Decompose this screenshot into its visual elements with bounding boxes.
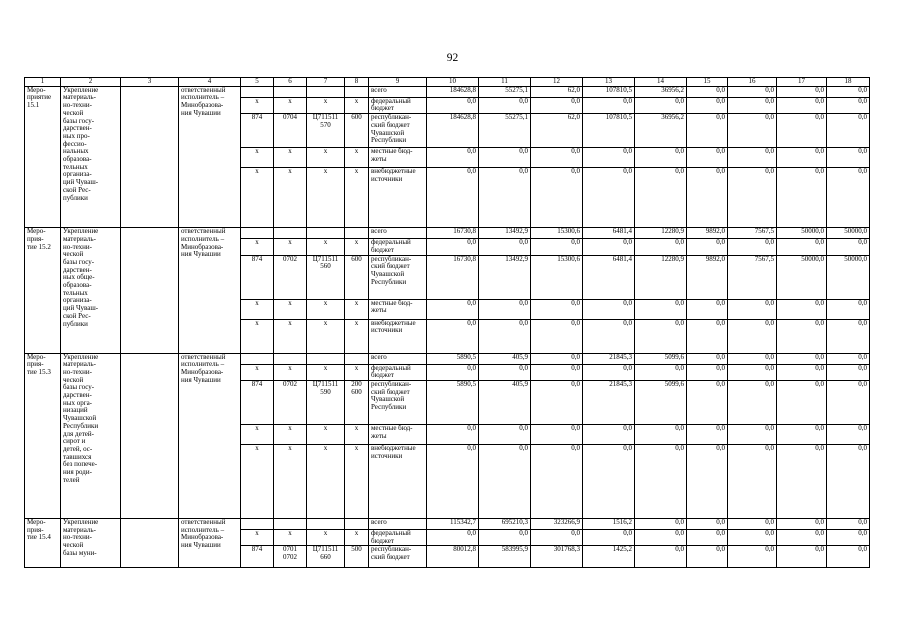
value-cell: 0,0 xyxy=(531,444,583,518)
column-header: 9 xyxy=(369,78,427,87)
target-article: x xyxy=(307,299,345,319)
value-cell: 0,0 xyxy=(531,97,583,113)
section-code: 0702 xyxy=(274,255,307,299)
value-cell: 13492,9 xyxy=(479,255,531,299)
value-cell: 80012,8 xyxy=(427,546,479,568)
value-cell: 0,0 xyxy=(827,518,870,529)
expense-type: 200 600 xyxy=(345,380,369,424)
value-cell: 0,0 xyxy=(827,353,870,364)
funding-source: республикан- ский бюджет Чувашской Республики xyxy=(369,255,427,299)
value-cell: 0,0 xyxy=(728,380,777,424)
value-cell: 0,0 xyxy=(728,529,777,545)
value-cell: 0,0 xyxy=(687,529,728,545)
grbs-code xyxy=(241,353,274,364)
value-cell: 0,0 xyxy=(635,299,687,319)
section-code: x xyxy=(274,148,307,168)
target-article xyxy=(307,86,345,97)
value-cell: 0,0 xyxy=(531,424,583,444)
value-cell: 0,0 xyxy=(777,299,827,319)
value-cell: 0,0 xyxy=(687,239,728,255)
column-header: 3 xyxy=(121,78,179,87)
value-cell: 0,0 xyxy=(427,364,479,380)
value-cell: 55275,1 xyxy=(479,114,531,148)
value-cell: 0,0 xyxy=(687,380,728,424)
value-cell: 12280,9 xyxy=(635,228,687,239)
value-cell: 0,0 xyxy=(583,168,635,228)
value-cell: 0,0 xyxy=(479,239,531,255)
value-cell: 0,0 xyxy=(479,364,531,380)
funding-source: местные бюд- жеты xyxy=(369,299,427,319)
target-article: x xyxy=(307,444,345,518)
value-cell: 115342,7 xyxy=(427,518,479,529)
value-cell: 0,0 xyxy=(583,239,635,255)
section-code: 0704 xyxy=(274,114,307,148)
value-cell: 0,0 xyxy=(728,353,777,364)
grbs-code: x xyxy=(241,168,274,228)
value-cell: 0,0 xyxy=(479,444,531,518)
value-cell: 0,0 xyxy=(583,97,635,113)
value-cell: 0,0 xyxy=(777,97,827,113)
value-cell: 0,0 xyxy=(635,319,687,353)
target-article xyxy=(307,228,345,239)
value-cell: 107810,5 xyxy=(583,86,635,97)
value-cell: 0,0 xyxy=(635,97,687,113)
value-cell: 0,0 xyxy=(827,444,870,518)
funding-source: всего xyxy=(369,228,427,239)
value-cell: 0,0 xyxy=(728,168,777,228)
value-cell: 0,0 xyxy=(531,319,583,353)
funding-source: республикан- ский бюджет Чувашской Республики xyxy=(369,114,427,148)
value-cell: 0,0 xyxy=(479,424,531,444)
value-cell: 0,0 xyxy=(827,86,870,97)
measure-col3 xyxy=(121,86,179,227)
grbs-code xyxy=(241,228,274,239)
value-cell: 184628,8 xyxy=(427,114,479,148)
value-cell: 0,0 xyxy=(687,518,728,529)
target-article: x xyxy=(307,424,345,444)
grbs-code: 874 xyxy=(241,546,274,568)
column-header: 8 xyxy=(345,78,369,87)
target-article xyxy=(307,353,345,364)
measure-executor: ответственный исполнитель – Минобразова- ния Чувашии xyxy=(179,86,241,227)
value-cell: 0,0 xyxy=(777,86,827,97)
page-number: 92 xyxy=(446,52,459,64)
grbs-code: x xyxy=(241,424,274,444)
value-cell: 0,0 xyxy=(687,353,728,364)
value-cell: 6481,4 xyxy=(583,255,635,299)
value-cell: 0,0 xyxy=(827,97,870,113)
value-cell: 7567,5 xyxy=(728,255,777,299)
value-cell: 0,0 xyxy=(827,168,870,228)
value-cell: 0,0 xyxy=(583,529,635,545)
funding-source: республикан- ский бюджет xyxy=(369,546,427,568)
value-cell: 0,0 xyxy=(728,148,777,168)
measure-code: Меро- приятие 15.1 xyxy=(25,86,61,227)
value-cell: 0,0 xyxy=(687,424,728,444)
value-cell: 0,0 xyxy=(777,380,827,424)
table-row xyxy=(25,86,870,97)
value-cell: 0,0 xyxy=(427,168,479,228)
column-header: 10 xyxy=(427,78,479,87)
value-cell: 0,0 xyxy=(827,364,870,380)
value-cell: 0,0 xyxy=(728,97,777,113)
value-cell: 0,0 xyxy=(635,148,687,168)
target-article: x xyxy=(307,239,345,255)
value-cell: 0,0 xyxy=(687,546,728,568)
expense-type: 600 xyxy=(345,255,369,299)
measure-col3 xyxy=(121,353,179,518)
value-cell: 0,0 xyxy=(827,114,870,148)
value-cell: 323266,9 xyxy=(531,518,583,529)
expense-type: x xyxy=(345,319,369,353)
funding-source: местные бюд- жеты xyxy=(369,424,427,444)
funding-source: федеральный бюджет xyxy=(369,529,427,545)
value-cell: 0,0 xyxy=(827,424,870,444)
measure-col3 xyxy=(121,228,179,353)
expense-type xyxy=(345,353,369,364)
expense-type: x xyxy=(345,97,369,113)
value-cell: 0,0 xyxy=(635,424,687,444)
value-cell: 0,0 xyxy=(687,148,728,168)
column-header-row xyxy=(25,78,870,87)
expense-type: x xyxy=(345,424,369,444)
measure-name: Укрепление материаль- но-техни- ческой базы госу- дарствен- ных про- фессио- нальных образова- тельных организа- ций Чуваш- ской Рес- публики xyxy=(61,86,121,227)
value-cell: 5890,5 xyxy=(427,380,479,424)
section-code: x xyxy=(274,319,307,353)
grbs-code: x xyxy=(241,364,274,380)
value-cell: 0,0 xyxy=(635,168,687,228)
value-cell: 0,0 xyxy=(777,319,827,353)
value-cell: 0,0 xyxy=(827,239,870,255)
value-cell: 0,0 xyxy=(728,518,777,529)
value-cell: 1425,2 xyxy=(583,546,635,568)
value-cell: 62,0 xyxy=(531,86,583,97)
target-article: x xyxy=(307,168,345,228)
value-cell: 50000,0 xyxy=(827,255,870,299)
grbs-code: 874 xyxy=(241,255,274,299)
value-cell: 36956,2 xyxy=(635,86,687,97)
column-header: 4 xyxy=(179,78,241,87)
value-cell: 184628,8 xyxy=(427,86,479,97)
expense-type: x xyxy=(345,239,369,255)
value-cell: 0,0 xyxy=(687,444,728,518)
target-article: x xyxy=(307,148,345,168)
value-cell: 0,0 xyxy=(728,546,777,568)
value-cell: 0,0 xyxy=(687,299,728,319)
value-cell: 301768,3 xyxy=(531,546,583,568)
expense-type: x xyxy=(345,364,369,380)
target-article: x xyxy=(307,319,345,353)
measure-executor: ответственный исполнитель – Минобразова- ния Чувашии xyxy=(179,518,241,567)
value-cell: 50000,0 xyxy=(777,228,827,239)
target-article: Ц711511 560 xyxy=(307,255,345,299)
value-cell: 0,0 xyxy=(583,299,635,319)
value-cell: 0,0 xyxy=(635,529,687,545)
grbs-code: 874 xyxy=(241,380,274,424)
measure-executor: ответственный исполнитель – Минобразова- ния Чувашии xyxy=(179,353,241,518)
value-cell: 0,0 xyxy=(777,518,827,529)
value-cell: 0,0 xyxy=(687,364,728,380)
value-cell: 0,0 xyxy=(777,444,827,518)
value-cell: 0,0 xyxy=(479,299,531,319)
column-header: 11 xyxy=(479,78,531,87)
value-cell: 0,0 xyxy=(427,148,479,168)
table-row xyxy=(25,353,870,364)
value-cell: 0,0 xyxy=(635,364,687,380)
value-cell: 15300,6 xyxy=(531,228,583,239)
value-cell: 405,9 xyxy=(479,380,531,424)
grbs-code: x xyxy=(241,239,274,255)
section-code: x xyxy=(274,424,307,444)
section-code: 0701 0702 xyxy=(274,546,307,568)
value-cell: 36956,2 xyxy=(635,114,687,148)
target-article: Ц711511 570 xyxy=(307,114,345,148)
value-cell: 0,0 xyxy=(728,114,777,148)
grbs-code: x xyxy=(241,444,274,518)
value-cell: 0,0 xyxy=(531,364,583,380)
expense-type: 500 xyxy=(345,546,369,568)
value-cell: 0,0 xyxy=(427,97,479,113)
funding-source: внебюджетные источники xyxy=(369,319,427,353)
value-cell: 13492,9 xyxy=(479,228,531,239)
column-header: 7 xyxy=(307,78,345,87)
value-cell: 0,0 xyxy=(479,168,531,228)
expense-type: x xyxy=(345,529,369,545)
section-code xyxy=(274,518,307,529)
value-cell: 5099,6 xyxy=(635,353,687,364)
section-code: x xyxy=(274,97,307,113)
value-cell: 0,0 xyxy=(777,546,827,568)
value-cell: 0,0 xyxy=(728,364,777,380)
budget-table xyxy=(24,77,870,568)
value-cell: 0,0 xyxy=(531,529,583,545)
measure-executor: ответственный исполнитель – Минобразова- ния Чувашии xyxy=(179,228,241,353)
value-cell: 0,0 xyxy=(531,239,583,255)
section-code: x xyxy=(274,529,307,545)
funding-source: местные бюд- жеты xyxy=(369,148,427,168)
value-cell: 9892,0 xyxy=(687,255,728,299)
value-cell: 16730,8 xyxy=(427,255,479,299)
column-header: 18 xyxy=(827,78,870,87)
column-header: 16 xyxy=(728,78,777,87)
column-header: 5 xyxy=(241,78,274,87)
section-code xyxy=(274,86,307,97)
value-cell: 0,0 xyxy=(728,444,777,518)
value-cell: 0,0 xyxy=(479,529,531,545)
expense-type: x xyxy=(345,299,369,319)
section-code: x xyxy=(274,168,307,228)
grbs-code: 874 xyxy=(241,114,274,148)
grbs-code: x xyxy=(241,319,274,353)
target-article: x xyxy=(307,529,345,545)
expense-type: x xyxy=(345,168,369,228)
column-header: 14 xyxy=(635,78,687,87)
measure-name: Укрепление материаль- но-техни- ческой базы муни- xyxy=(61,518,121,567)
value-cell: 0,0 xyxy=(583,424,635,444)
value-cell: 12280,9 xyxy=(635,255,687,299)
measure-col3 xyxy=(121,518,179,567)
value-cell: 0,0 xyxy=(777,353,827,364)
value-cell: 0,0 xyxy=(635,239,687,255)
measure-code: Меро- прия- тие 15.3 xyxy=(25,353,61,518)
value-cell: 0,0 xyxy=(479,97,531,113)
target-article: x xyxy=(307,364,345,380)
section-code: x xyxy=(274,364,307,380)
value-cell: 0,0 xyxy=(728,319,777,353)
column-header: 12 xyxy=(531,78,583,87)
value-cell: 0,0 xyxy=(531,148,583,168)
table-row xyxy=(25,228,870,239)
value-cell: 0,0 xyxy=(777,424,827,444)
value-cell: 695210,3 xyxy=(479,518,531,529)
value-cell: 0,0 xyxy=(728,299,777,319)
expense-type xyxy=(345,518,369,529)
column-header: 15 xyxy=(687,78,728,87)
measure-code: Меро- прия- тие 15.2 xyxy=(25,228,61,353)
measure-name: Укрепление материаль- но-техни- ческой базы госу- дарствен- ных орга- низаций Чувашской Республики для детей- сирот и детей, ос- тавшихся без попече- ния роди- телей xyxy=(61,353,121,518)
grbs-code xyxy=(241,86,274,97)
grbs-code: x xyxy=(241,97,274,113)
grbs-code: x xyxy=(241,529,274,545)
value-cell: 0,0 xyxy=(687,97,728,113)
value-cell: 15300,6 xyxy=(531,255,583,299)
value-cell: 50000,0 xyxy=(827,228,870,239)
value-cell: 0,0 xyxy=(827,319,870,353)
funding-source: всего xyxy=(369,353,427,364)
value-cell: 7567,5 xyxy=(728,228,777,239)
value-cell: 1516,2 xyxy=(583,518,635,529)
value-cell: 0,0 xyxy=(728,86,777,97)
value-cell: 0,0 xyxy=(427,239,479,255)
value-cell: 0,0 xyxy=(427,299,479,319)
expense-type xyxy=(345,228,369,239)
column-header: 6 xyxy=(274,78,307,87)
funding-source: всего xyxy=(369,518,427,529)
value-cell: 0,0 xyxy=(827,299,870,319)
value-cell: 107810,5 xyxy=(583,114,635,148)
value-cell: 0,0 xyxy=(687,319,728,353)
value-cell: 0,0 xyxy=(728,239,777,255)
value-cell: 5890,5 xyxy=(427,353,479,364)
funding-source: федеральный бюджет xyxy=(369,364,427,380)
section-code: x xyxy=(274,299,307,319)
value-cell: 0,0 xyxy=(687,86,728,97)
value-cell: 0,0 xyxy=(827,546,870,568)
value-cell: 0,0 xyxy=(583,444,635,518)
value-cell: 9892,0 xyxy=(687,228,728,239)
value-cell: 0,0 xyxy=(687,168,728,228)
funding-source: внебюджетные источники xyxy=(369,444,427,518)
value-cell: 0,0 xyxy=(635,518,687,529)
value-cell: 50000,0 xyxy=(777,255,827,299)
value-cell: 0,0 xyxy=(479,319,531,353)
value-cell: 0,0 xyxy=(635,444,687,518)
expense-type: x xyxy=(345,148,369,168)
value-cell: 0,0 xyxy=(531,353,583,364)
value-cell: 0,0 xyxy=(827,380,870,424)
target-article: x xyxy=(307,97,345,113)
column-header: 1 xyxy=(25,78,61,87)
value-cell: 0,0 xyxy=(827,148,870,168)
value-cell: 0,0 xyxy=(777,148,827,168)
value-cell: 21845,3 xyxy=(583,380,635,424)
value-cell: 55275,1 xyxy=(479,86,531,97)
value-cell: 0,0 xyxy=(531,299,583,319)
column-header: 17 xyxy=(777,78,827,87)
value-cell: 0,0 xyxy=(531,380,583,424)
value-cell: 16730,8 xyxy=(427,228,479,239)
funding-source: внебюджетные источники xyxy=(369,168,427,228)
section-code xyxy=(274,353,307,364)
value-cell: 0,0 xyxy=(635,546,687,568)
value-cell: 21845,3 xyxy=(583,353,635,364)
target-article xyxy=(307,518,345,529)
section-code: x xyxy=(274,239,307,255)
expense-type: 600 xyxy=(345,114,369,148)
value-cell: 5099,6 xyxy=(635,380,687,424)
measure-name: Укрепление материаль- но-техни- ческой базы госу- дарствен- ных обще- образова- тельных организа- ций Чуваш- ской Рес- публики xyxy=(61,228,121,353)
measure-code: Меро- прия- тие 15.4 xyxy=(25,518,61,567)
value-cell: 405,9 xyxy=(479,353,531,364)
grbs-code xyxy=(241,518,274,529)
grbs-code: x xyxy=(241,299,274,319)
value-cell: 0,0 xyxy=(583,148,635,168)
funding-source: республикан- ский бюджет Чувашской Республики xyxy=(369,380,427,424)
expense-type xyxy=(345,86,369,97)
section-code: x xyxy=(274,444,307,518)
value-cell: 0,0 xyxy=(827,529,870,545)
value-cell: 0,0 xyxy=(728,424,777,444)
value-cell: 0,0 xyxy=(531,168,583,228)
table-row xyxy=(25,518,870,529)
target-article: Ц711511 590 xyxy=(307,380,345,424)
target-article: Ц711511 660 xyxy=(307,546,345,568)
value-cell: 0,0 xyxy=(777,114,827,148)
column-header: 2 xyxy=(61,78,121,87)
funding-source: всего xyxy=(369,86,427,97)
section-code xyxy=(274,228,307,239)
value-cell: 0,0 xyxy=(777,364,827,380)
value-cell: 0,0 xyxy=(427,444,479,518)
value-cell: 0,0 xyxy=(687,114,728,148)
value-cell: 0,0 xyxy=(427,424,479,444)
column-header: 13 xyxy=(583,78,635,87)
value-cell: 0,0 xyxy=(777,529,827,545)
grbs-code: x xyxy=(241,148,274,168)
funding-source: федеральный бюджет xyxy=(369,97,427,113)
value-cell: 0,0 xyxy=(583,319,635,353)
value-cell: 0,0 xyxy=(777,239,827,255)
value-cell: 0,0 xyxy=(479,148,531,168)
section-code: 0702 xyxy=(274,380,307,424)
expense-type: x xyxy=(345,444,369,518)
value-cell: 583995,9 xyxy=(479,546,531,568)
value-cell: 0,0 xyxy=(427,529,479,545)
value-cell: 6481,4 xyxy=(583,228,635,239)
value-cell: 0,0 xyxy=(583,364,635,380)
value-cell: 0,0 xyxy=(777,168,827,228)
value-cell: 0,0 xyxy=(427,319,479,353)
funding-source: федеральный бюджет xyxy=(369,239,427,255)
value-cell: 62,0 xyxy=(531,114,583,148)
